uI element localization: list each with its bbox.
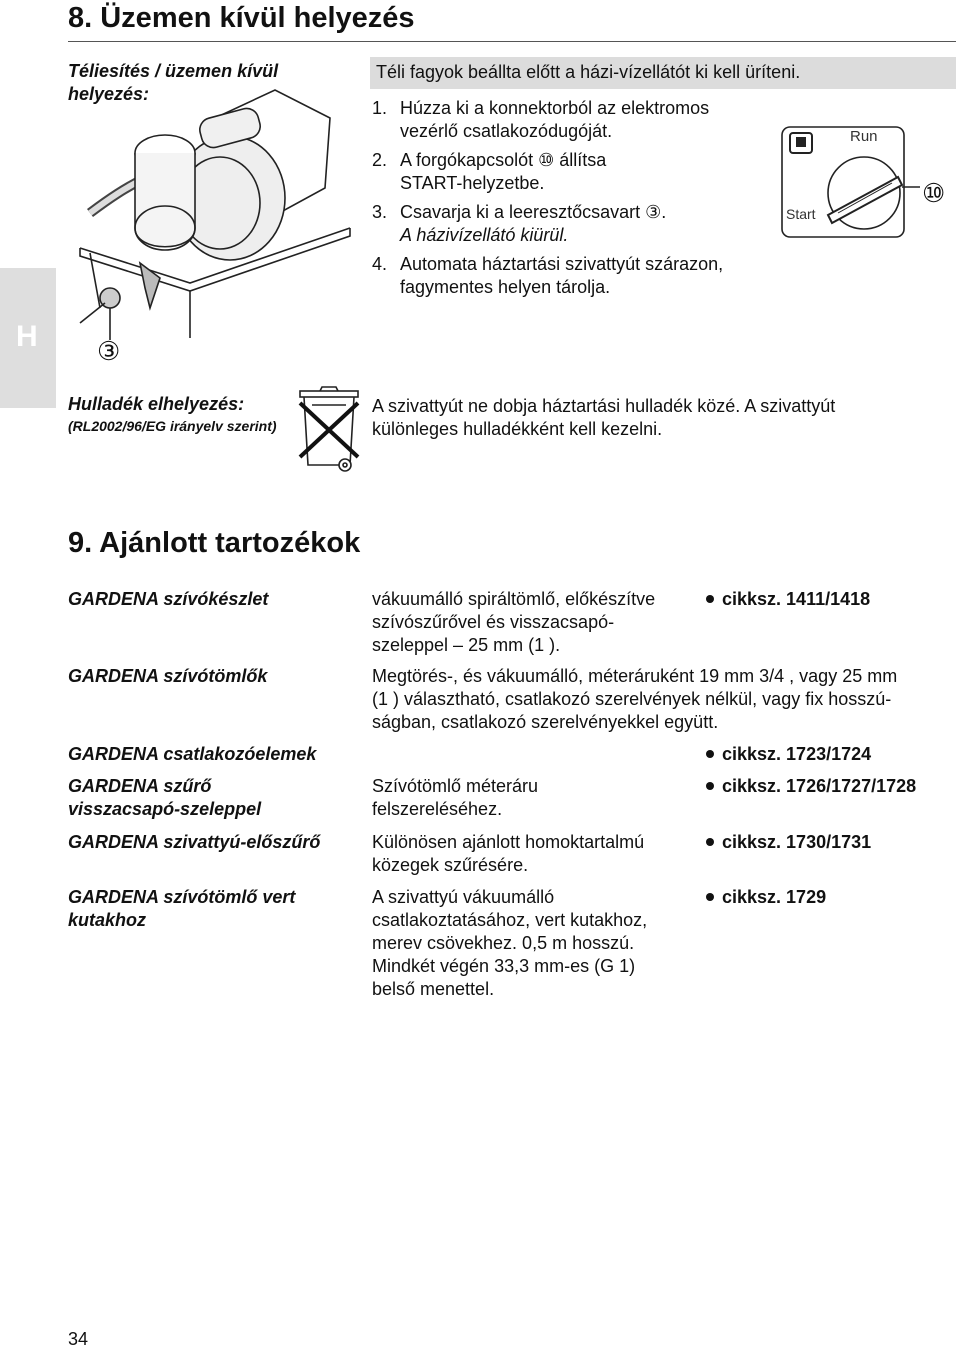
- section-title: 8. Üzemen kívül helyezés: [68, 2, 415, 34]
- step-text: A forgókapcsolót: [400, 150, 539, 170]
- step-text: A házivízellátó kiürül.: [400, 225, 569, 245]
- accessory-description-line: vákuumálló spiráltömlő, előkészítve: [372, 589, 656, 609]
- accessory-name: [68, 886, 368, 932]
- accessory-description-line: merev csövekhez. 0,5 m hosszú.: [372, 933, 635, 953]
- article-number-text: cikksz. 1723/1724: [722, 744, 872, 764]
- ref-3: ③: [645, 202, 662, 222]
- section-title: 9. Ajánlott tartozékok: [68, 527, 361, 559]
- notice-bar: [370, 57, 956, 89]
- callout-10: ⑩: [922, 178, 946, 208]
- callout-3: ③: [97, 336, 121, 366]
- waste-sublabel: (RL2002/96/EG irányelv szerint): [68, 418, 277, 434]
- accessory-name-line: kutakhoz: [68, 910, 147, 930]
- article-number-text: cikksz. 1730/1731: [722, 832, 872, 852]
- notice-text: Téli fagyok beállta előtt a házi-vízellátót ki kell üríteni.: [376, 62, 801, 82]
- accessory-article-number: [706, 775, 956, 798]
- step-text: START-helyzetbe.: [400, 173, 545, 193]
- accessory-description: [372, 886, 692, 1001]
- accessory-description-line: (1 ) választható, csatlakozó szerelvények nélkül, vagy fix hosszú-: [372, 689, 892, 709]
- accessory-description: [372, 775, 692, 821]
- accessory-name-line: GARDENA szívótömlő vert: [68, 887, 296, 907]
- accessory-name-line: GARDENA szívótömlők: [68, 666, 268, 686]
- accessory-description-line: felszereléséhez.: [372, 799, 503, 819]
- page-number: 34: [68, 1329, 89, 1349]
- accessory-description: [372, 588, 692, 657]
- pump-illustration: [70, 78, 370, 370]
- waste-text-line: A szivattyút ne dobja háztartási hulladék közé. A szivattyút: [372, 396, 836, 416]
- accessory-name: [68, 743, 368, 766]
- accessory-name-line: GARDENA szívókészlet: [68, 589, 269, 609]
- accessory-name-line: GARDENA csatlakozóelemek: [68, 744, 317, 764]
- step-text: Csavarja ki a leeresztőcsavart: [400, 202, 646, 222]
- accessory-name-line: GARDENA szivattyú-előszűrő: [68, 832, 321, 852]
- step-text: .: [661, 202, 667, 222]
- title-rule: [68, 41, 956, 42]
- accessory-name-line: visszacsapó-szeleppel: [68, 799, 262, 819]
- accessory-article-number: [706, 886, 956, 909]
- winter-label-line: helyezés:: [68, 84, 150, 104]
- accessory-description-line: Különösen ajánlott homoktartalmú: [372, 832, 645, 852]
- step-text: vezérlő csatlakozódugóját.: [400, 121, 613, 141]
- accessory-name: [68, 831, 368, 854]
- waste-label: Hulladék elhelyezés:: [68, 394, 245, 414]
- accessory-description-line: közegek szűrésére.: [372, 855, 529, 875]
- accessory-article-number: [706, 831, 956, 854]
- waste-text: [372, 395, 956, 441]
- accessory-description-line: Szívótömlő méteráru: [372, 776, 539, 796]
- accessory-description-line: csatlakoztatásához, vert kutakhoz,: [372, 910, 648, 930]
- step-text: állítsa: [554, 150, 607, 170]
- accessory-description-line: ságban, csatlakozó szerelvényekkel együtt.: [372, 712, 719, 732]
- step-text: Automata háztartási szivattyút szárazon,: [400, 254, 724, 274]
- accessory-article-number: [706, 743, 956, 766]
- switch-run-label: Run: [850, 128, 878, 145]
- accessory-description: [372, 665, 948, 734]
- side-tab-letter: H: [16, 320, 38, 353]
- bullet-icon: [706, 595, 714, 603]
- accessory-description-line: szívószűrővel és visszacsapó-: [372, 612, 615, 632]
- accessory-name: [68, 665, 368, 688]
- waste-text-line: különleges hulladékként kell kezelni.: [372, 419, 663, 439]
- accessory-description-line: A szivattyú vákuumálló: [372, 887, 555, 907]
- switch-start-label: Start: [786, 206, 816, 222]
- accessory-name: [68, 588, 368, 611]
- article-number-text: cikksz. 1726/1727/1728: [722, 776, 917, 796]
- bullet-icon: [706, 782, 714, 790]
- article-number-text: cikksz. 1411/1418: [722, 589, 871, 609]
- bullet-icon: [706, 838, 714, 846]
- step-number: 4.: [372, 254, 388, 274]
- accessory-name-line: GARDENA szűrő: [68, 776, 212, 796]
- step-text: fagymentes helyen tárolja.: [400, 277, 611, 297]
- accessory-description-line: Megtörés-, és vákuumálló, méteráruként 19 mm 3/4 , vagy 25 mm: [372, 666, 898, 686]
- accessory-description-line: szeleppel – 25 mm (1 ).: [372, 635, 561, 655]
- accessory-name: [68, 775, 368, 821]
- bullet-icon: [706, 750, 714, 758]
- bullet-icon: [706, 893, 714, 901]
- accessory-description: [372, 831, 692, 877]
- accessory-description-line: belső menettel.: [372, 979, 495, 999]
- ref-10: ⑩: [538, 150, 555, 170]
- accessory-article-number: [706, 588, 956, 611]
- accessory-description-line: Mindkét végén 33,3 mm-es (G 1): [372, 956, 636, 976]
- step-text: Húzza ki a konnektorból az elektromos: [400, 98, 710, 118]
- crossed-bin-icon: [292, 385, 366, 475]
- article-number-text: cikksz. 1729: [722, 887, 827, 907]
- winter-label-line: Téliesítés / üzemen kívül: [68, 61, 279, 81]
- language-side-tab: [0, 268, 56, 408]
- step-number: 1.: [372, 98, 388, 118]
- step-number: 3.: [372, 202, 388, 222]
- step-number: 2.: [372, 150, 388, 170]
